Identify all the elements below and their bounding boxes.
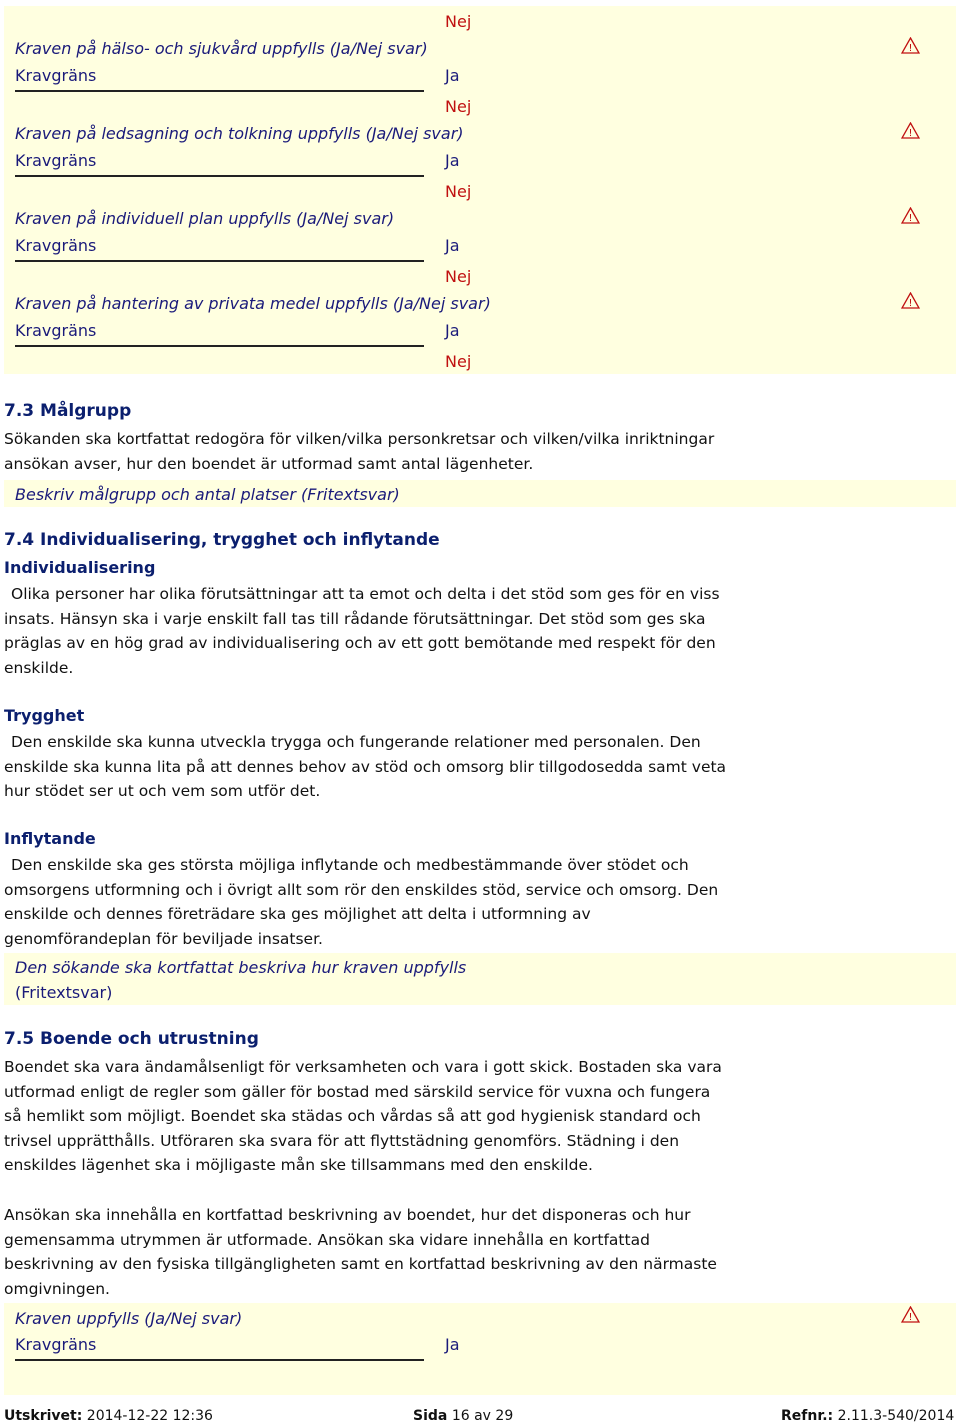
section-heading-7-3: 7.3 Målgrupp	[4, 401, 132, 421]
svg-text:!: !	[908, 43, 913, 54]
nej-option[interactable]: Nej	[445, 97, 472, 116]
free-text-prompt[interactable]: Beskriv målgrupp och antal platser (Fritextsvar)	[15, 485, 400, 504]
section-paragraph	[4, 582, 804, 680]
ref-value: 2.11.3-540/2014	[837, 1408, 955, 1424]
page-label: Sida	[413, 1408, 448, 1424]
text-line: Den enskilde ska ges största möjliga inflytande och medbestämmande över stödet och	[11, 856, 689, 874]
section-heading-7-5: 7.5 Boende och utrustning	[4, 1029, 259, 1049]
printed-date	[4, 1408, 213, 1424]
warning-icon	[901, 207, 920, 224]
svg-text:!: !	[908, 128, 913, 139]
reference-number	[781, 1408, 954, 1424]
printed-label: Utskrivet:	[4, 1408, 83, 1424]
text-line: hur stödet ser ut och vem som utför det.	[4, 782, 321, 801]
text-line: genomförandeplan för beviljade insatser.	[4, 929, 323, 948]
nej-option[interactable]: Nej	[445, 352, 472, 371]
text-line: enskilde ska kunna lita på att dennes behov av stöd och omsorg blir tillgodosedda samt veta	[4, 757, 727, 776]
warning-icon	[901, 122, 920, 139]
requirement-question: Kraven uppfylls (Ja/Nej svar)	[15, 1309, 243, 1328]
page-number	[413, 1408, 513, 1424]
subheading-trygghet: Trygghet	[4, 706, 85, 725]
text-line: omgivningen.	[4, 1279, 110, 1298]
requirement-label: Kravgräns	[15, 1335, 97, 1354]
text-line: enskilde och dennes företrädare ska ges möjlighet att delta i utformning av	[4, 905, 591, 924]
warning-icon	[901, 37, 920, 54]
warning-icon	[901, 292, 920, 309]
text-line: Olika personer har olika förutsättningar att ta emot och delta i det stöd som ges för en viss	[11, 585, 720, 603]
requirement-question: Kraven på individuell plan uppfylls (Ja/Nej svar)	[15, 209, 395, 228]
warning-icon	[901, 1306, 920, 1323]
section-paragraph	[4, 1055, 804, 1178]
free-text-prompt[interactable]	[15, 955, 466, 1005]
svg-text:!: !	[908, 213, 913, 224]
requirement-label: Kravgräns	[15, 236, 97, 255]
text-line: utformad enligt de regler som gäller för bostad med särskild service för vuxna och fungera	[4, 1082, 711, 1101]
subheading-inflytande: Inflytande	[4, 829, 96, 848]
requirement-label: Kravgräns	[15, 151, 97, 170]
page-total: 29	[495, 1408, 514, 1424]
requirement-label: Kravgräns	[15, 66, 97, 85]
text-line: ansökan avser, hur den boendet är utformad samt antal lägenheter.	[4, 454, 534, 473]
page-current: 16	[451, 1408, 470, 1424]
ja-option[interactable]: Ja	[445, 151, 460, 170]
answer-line	[15, 260, 424, 262]
svg-text:!: !	[908, 298, 913, 309]
ja-option[interactable]: Ja	[445, 236, 460, 255]
text-line: enskilde.	[4, 658, 74, 677]
answer-line	[15, 90, 424, 92]
answer-line	[15, 175, 424, 177]
section-paragraph	[4, 427, 804, 476]
section-paragraph	[4, 1203, 804, 1301]
page-of: av	[474, 1408, 491, 1424]
section-paragraph	[4, 853, 804, 951]
text-line: Sökanden ska kortfattat redogöra för vilken/vilka personkretsar och vilken/vilka inriktningar	[4, 430, 715, 448]
requirement-question: Kraven på hantering av privata medel uppfylls (Ja/Nej svar)	[15, 294, 491, 313]
requirement-question: Kraven på hälso- och sjukvård uppfylls (Ja/Nej svar)	[15, 39, 428, 58]
text-line: Boendet ska vara ändamålsenligt för verksamheten och vara i gott skick. Bostaden ska vara	[4, 1058, 722, 1076]
text-line: gemensamma utrymmen är utformade. Ansökan ska vidare innehålla en kortfattad	[4, 1230, 650, 1249]
requirement-label: Kravgräns	[15, 321, 97, 340]
printed-value: 2014-12-22 12:36	[86, 1408, 213, 1424]
text-line: så hemlikt som möjligt. Boendet ska städas och vårdas så att god hygienisk standard och	[4, 1107, 701, 1126]
nej-option[interactable]: Nej	[445, 267, 472, 286]
text-line: insats. Hänsyn ska i varje enskilt fall tas till rådande förutsättningar. Det stöd som ges ska	[4, 609, 706, 628]
ref-label: Refnr.:	[781, 1408, 834, 1424]
section-heading-7-4: 7.4 Individualisering, trygghet och inflytande	[4, 530, 440, 550]
text-line: beskrivning av den fysiska tillgängligheten samt en kortfattad beskrivning av den närmaste	[4, 1255, 717, 1274]
text-line: omsorgens utformning och i övrigt allt som rör den enskildes stöd, service och omsorg. Den	[4, 880, 719, 899]
requirement-question: Kraven på ledsagning och tolkning uppfylls (Ja/Nej svar)	[15, 124, 464, 143]
text-line: (Fritextsvar)	[15, 983, 113, 1002]
ja-option[interactable]: Ja	[445, 1335, 460, 1354]
text-line: trivsel upprätthålls. Utföraren ska svara för att flyttstädning genomförs. Städning i den	[4, 1131, 680, 1150]
text-line: enskildes lägenhet ska i möjligaste mån ske tillsammans med den enskilde.	[4, 1156, 593, 1175]
text-line: Den sökande ska kortfattat beskriva hur kraven uppfylls	[15, 958, 467, 977]
text-line: Den enskilde ska kunna utveckla trygga och fungerande relationer med personalen. Den	[11, 733, 701, 751]
ja-option[interactable]: Ja	[445, 66, 460, 85]
text-line: Ansökan ska innehålla en kortfattad beskrivning av boendet, hur det disponeras och hur	[4, 1206, 691, 1224]
answer-line	[15, 345, 424, 347]
svg-text:!: !	[908, 1312, 913, 1323]
nej-option[interactable]: Nej	[445, 12, 472, 31]
answer-line	[15, 1359, 424, 1361]
ja-option[interactable]: Ja	[445, 321, 460, 340]
text-line: präglas av en hög grad av individualisering och av ett gott bemötande med respekt för den	[4, 634, 716, 653]
section-paragraph	[4, 730, 804, 804]
nej-option[interactable]: Nej	[445, 182, 472, 201]
subheading-individualisering: Individualisering	[4, 558, 156, 577]
requirements-box	[4, 6, 956, 374]
